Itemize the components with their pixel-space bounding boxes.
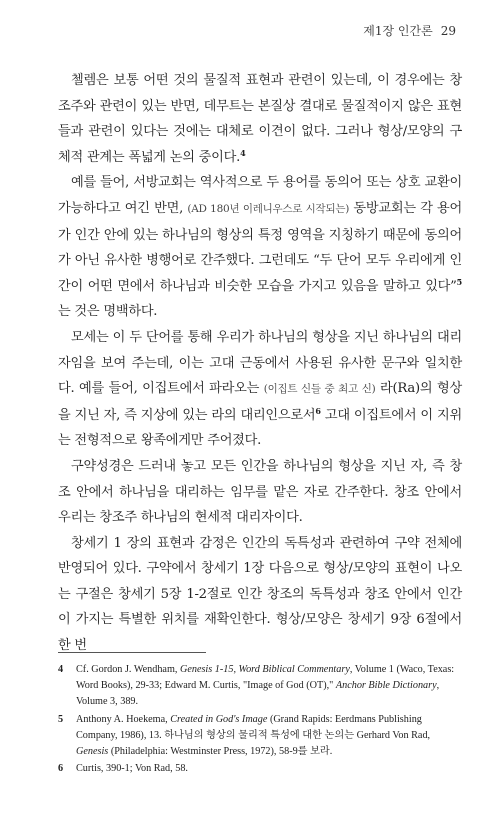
footnote — [58, 662, 462, 711]
chapter-title: 제1장 인간론 — [363, 24, 433, 38]
paragraph — [58, 325, 462, 454]
paragraph — [58, 454, 462, 531]
paragraph-text: 라(Ra)의 형상을 지닌 자, 즉 지상에 있는 라의 대리인으로서 — [58, 381, 462, 423]
paragraph-text: 모세는 이 두 단어를 통해 우리가 하나님의 형상을 지닌 하나님의 대리자임을 보여 주는데, 이는 고대 근동에서 사용된 유사한 문구와 일치한다. 예를 들어, 이집트에서 파라오는 — [58, 329, 462, 397]
paragraph-text: 구약성경은 드러내 놓고 모든 인간을 하나님의 형상을 지닌 자, 즉 창조 안에서 하나님을 대리하는 임무를 맡은 자로 간주한다. 창조 안에서 우리는 창조주 하나님의 현세적 대리자이다. — [58, 458, 462, 526]
footnote-ref: 5 — [456, 276, 462, 287]
footnote-text: Curtis, 390-1; Von Rad, 58. — [76, 763, 188, 775]
footnote-number: 5 — [58, 713, 64, 725]
page-number: 29 — [440, 24, 456, 38]
footnote-ref: 6 — [315, 405, 321, 416]
paragraph — [58, 531, 462, 659]
footnote-text: Anthony A. Hoekema, Created in God's Image (Grand Rapids: Eerdmans Publishing Company, 1986), 13. 하나님의 형상의 물리적 특성에 대한 논의는 Gerhard Von Rad, Genesis (Philadelphia: Westminster Press, 1972), 58-9를 보라. — [76, 713, 431, 758]
footnotes — [58, 662, 462, 778]
footnote-number: 6 — [58, 763, 64, 775]
paragraph — [58, 170, 462, 325]
paragraph-text: 고대 이집트에서 이 지위는 전형적으로 왕족에게만 주어졌다. — [58, 407, 462, 449]
paragraph-text: 동방교회는 각 용어가 인간 안에 있는 하나님의 형상의 특정 영역을 지칭하기 때문에 동의어가 아닌 유사한 병행어로 간주했다. 그런데도 “두 단어 모두 우리에게 인간이 어떤 면에서 하나님과 비슷한 모습을 가지고 있음을 말하고 있다” — [58, 200, 462, 294]
paragraph-text: 창세기 1 장의 표현과 감정은 인간의 독특성과 관련하여 구약 전체에 반영되어 있다. 구약에서 창세기 1장 다음으로 형상/모양의 표현이 나오는 구절은 창세기 5장 1-2절로 인간 창조의 독특성과 창조 안에서 인간이 가지는 특별한 위치를 재확인한다. 형상/모양은 창세기 9장 6절에서 한 번 — [58, 535, 462, 654]
paragraph-text: 예를 들어, 서방교회는 역사적으로 두 용어를 동의어 또는 상호 교환이 가능하다고 여긴 반면, — [58, 175, 462, 216]
footnote — [58, 712, 462, 761]
footnote-number: 4 — [58, 664, 64, 675]
footnote-ref: 4 — [240, 147, 246, 158]
paragraph — [58, 68, 462, 170]
footnote-divider — [58, 652, 206, 653]
body-text — [58, 68, 462, 659]
paragraph-text: 첼렘은 보통 어떤 것의 물질적 표현과 관련이 있는데, 이 경우에는 창조주와 관련이 있는 반면, 데무트는 본질상 결대로 물질적이지 않은 표현들과 관련이 있다는 것에는 대체로 이견이 없다. 그러나 형상/모양의 구체적 관계는 폭넓게 논의 중이다. — [58, 73, 462, 165]
inline-aside: (이집트 신들 중 최고 신) — [263, 383, 376, 396]
footnote-text: Cf. Gordon J. Wendham, Genesis 1-15, Word Biblical Commentary, Volume 1 (Waco, Texas: Word Books), 29-33; Edward M. Curtis, "Image of God (OT)," Anchor Bible Dictionary, Volume 3, 389. — [76, 664, 455, 708]
running-head — [363, 22, 456, 39]
footnote — [58, 761, 462, 777]
paragraph-text: 는 것은 명백하다. — [58, 304, 158, 320]
inline-aside: (AD 180년 이레니우스로 시작되는) — [187, 202, 350, 215]
